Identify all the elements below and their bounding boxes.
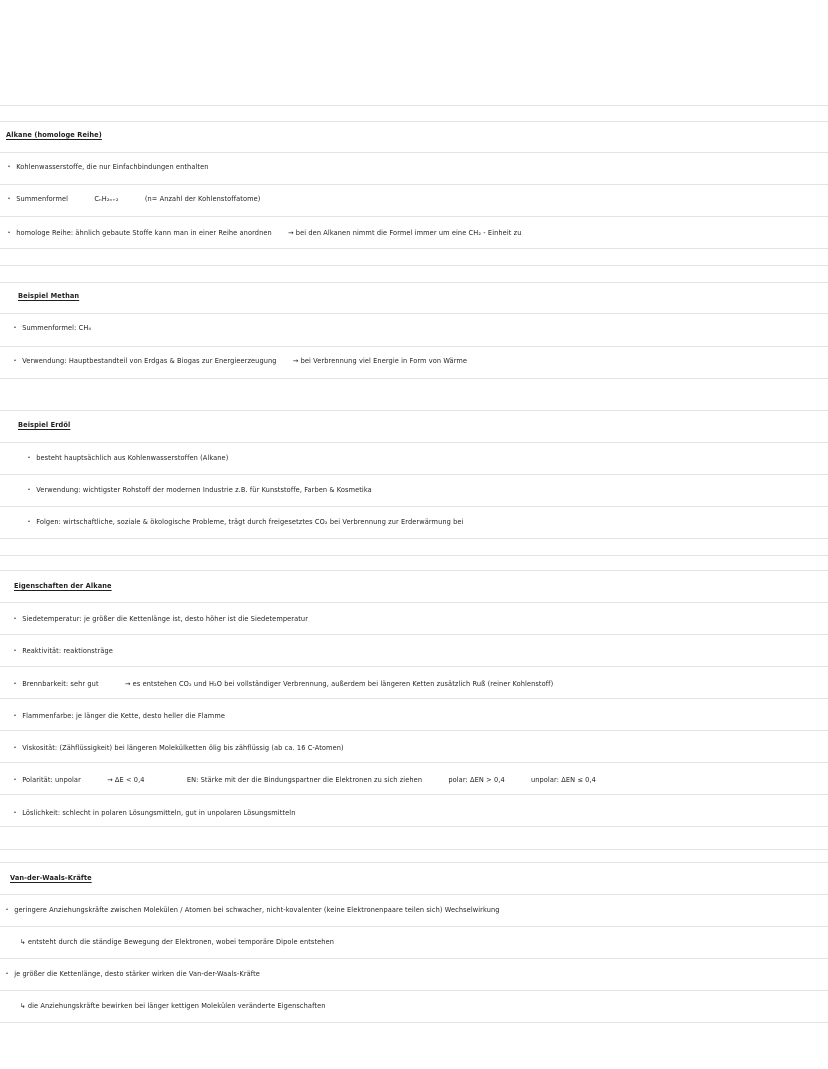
text: Flammenfarbe: je länger die Kette, desto heller die Flamme [22,712,226,720]
text: homologe Reihe: ähnlich gebaute Stoffe kann man in einer Reihe anordnen [16,229,272,237]
ruled-line [0,926,828,927]
ruled-line [0,265,828,266]
ruled-line [0,894,828,895]
alkane-line-3 [0,226,828,240]
vdw-line-4 [0,999,828,1013]
eig-brenn [0,677,828,691]
heading-vdw [0,871,828,885]
text: Brennbarkeit: sehr gut [22,680,99,688]
heading-text: Van-der-Waals-Kräfte [10,874,92,882]
eig-loes [0,806,828,820]
eig-polar [0,773,828,787]
text: Viskosität: (Zähflüssigkeit) bei längeren Molekülketten ölig bis zähflüssig (ab ca. 16 C-Atomen) [22,744,344,752]
heading-erdoel [0,418,828,432]
ruled-line [0,248,828,249]
ruled-line [0,442,828,443]
ruled-line [0,555,828,556]
bullet-icon: · [13,744,17,752]
text: ↳ entsteht durch die ständige Bewegung der Elektronen, wobei temporäre Dipole entstehen [20,938,335,946]
ruled-line [0,666,828,667]
ruled-line [0,410,828,411]
heading-eigenschaften [0,579,828,593]
text: → bei Verbrennung viel Energie in Form von Wärme [292,357,468,365]
ruled-line [0,958,828,959]
methan-line-1 [0,321,828,335]
text: polar: ΔEN > 0,4 [448,776,505,784]
heading-methan [0,289,828,303]
bullet-icon: · [13,357,17,365]
text: (n= Anzahl der Kohlenstoffatome) [144,195,261,203]
bullet-icon: · [27,486,31,494]
text: Summenformel [16,195,69,203]
text: Polarität: unpolar [22,776,81,784]
ruled-line [0,474,828,475]
ruled-line [0,105,828,106]
bullet-icon: · [27,454,31,462]
ruled-line [0,538,828,539]
heading-text: Alkane (homologe Reihe) [6,131,102,139]
erdoel-line-1 [0,451,828,465]
ruled-line [0,1022,828,1023]
text: Folgen: wirtschaftliche, soziale & ökologische Probleme, trägt durch freigesetztes CO₂ bei Verbrennung zur Erderwärmung bei [36,518,464,526]
heading-alkane [0,128,828,142]
eig-siede [0,612,828,626]
bullet-icon: · [13,647,17,655]
alkane-line-1 [0,160,828,174]
ruled-line [0,634,828,635]
text: Verwendung: Hauptbestandteil von Erdgas & Biogas zur Energieerzeugung [22,357,277,365]
bullet-icon: · [13,324,17,332]
text: Verwendung: wichtigster Rohstoff der modernen Industrie z.B. für Kunststoffe, Farben & Kosmetika [36,486,372,494]
ruled-line [0,990,828,991]
ruled-line [0,794,828,795]
text: Siedetemperatur: je größer die Kettenlänge ist, desto höher ist die Siedetemperatur [22,615,309,623]
text: besteht hauptsächlich aus Kohlenwasserstoffen (Alkane) [36,454,229,462]
ruled-line [0,184,828,185]
ruled-line [0,602,828,603]
heading-text: Beispiel Erdöl [18,421,71,429]
ruled-line [0,826,828,827]
vdw-line-1 [0,903,828,917]
erdoel-line-2 [0,483,828,497]
methan-line-2 [0,354,828,368]
ruled-line [0,849,828,850]
ruled-line [0,862,828,863]
text: geringere Anziehungskräfte zwischen Molekülen / Atomen bei schwacher, nicht-kovalenter (keine Elektronenpaare teilen sich) Wechselwirkung [14,906,500,914]
ruled-line [0,152,828,153]
text: → bei den Alkanen nimmt die Formel immer um eine CH₂ - Einheit zu [287,229,522,237]
bullet-icon: · [5,906,9,914]
text: Kohlenwasserstoffe, die nur Einfachbindungen enthalten [16,163,209,171]
bullet-icon: · [7,195,11,203]
text: Reaktivität: reaktionsträge [22,647,113,655]
bullet-icon: · [7,229,11,237]
text: unpolar: ΔEN ≤ 0,4 [530,776,596,784]
text: Löslichkeit: schlecht in polaren Lösungsmitteln, gut in unpolaren Lösungsmitteln [22,809,296,817]
text: EN: Stärke mit der die Bindungspartner die Elektronen zu sich ziehen [186,776,423,784]
bullet-icon: · [13,680,17,688]
eig-reakt [0,644,828,658]
bullet-icon: · [5,970,9,978]
heading-text: Eigenschaften der Alkane [14,582,112,590]
text: ↳ die Anziehungskräfte bewirken bei länger kettigen Molekülen veränderte Eigenschaften [20,1002,326,1010]
heading-text: Beispiel Methan [18,292,80,300]
ruled-line [0,378,828,379]
alkane-line-2 [0,192,828,206]
bullet-icon: · [7,163,11,171]
erdoel-line-3 [0,515,828,529]
eig-flamme [0,709,828,723]
ruled-line [0,216,828,217]
text: → ΔE < 0,4 [107,776,145,784]
ruled-line [0,282,828,283]
bullet-icon: · [13,809,17,817]
ruled-line [0,698,828,699]
text: → es entstehen CO₂ und H₂O bei vollständiger Verbrennung, außerdem bei längeren Ketten zusätzlich Ruß (reiner Kohlenstoff) [124,680,554,688]
ruled-line [0,121,828,122]
ruled-line [0,313,828,314]
eig-visko [0,741,828,755]
vdw-line-2 [0,935,828,949]
ruled-line [0,762,828,763]
bullet-icon: · [13,615,17,623]
ruled-line [0,570,828,571]
bullet-icon: · [27,518,31,526]
bullet-icon: · [13,776,17,784]
ruled-line [0,346,828,347]
formula: CₙH₂ₙ₊₂ [94,195,119,203]
bullet-icon: · [13,712,17,720]
ruled-line [0,506,828,507]
vdw-line-3 [0,967,828,981]
ruled-line [0,730,828,731]
text: je größer die Kettenlänge, desto stärker wirken die Van-der-Waals-Kräfte [14,970,260,978]
text: Summenformel: CH₄ [22,324,92,332]
